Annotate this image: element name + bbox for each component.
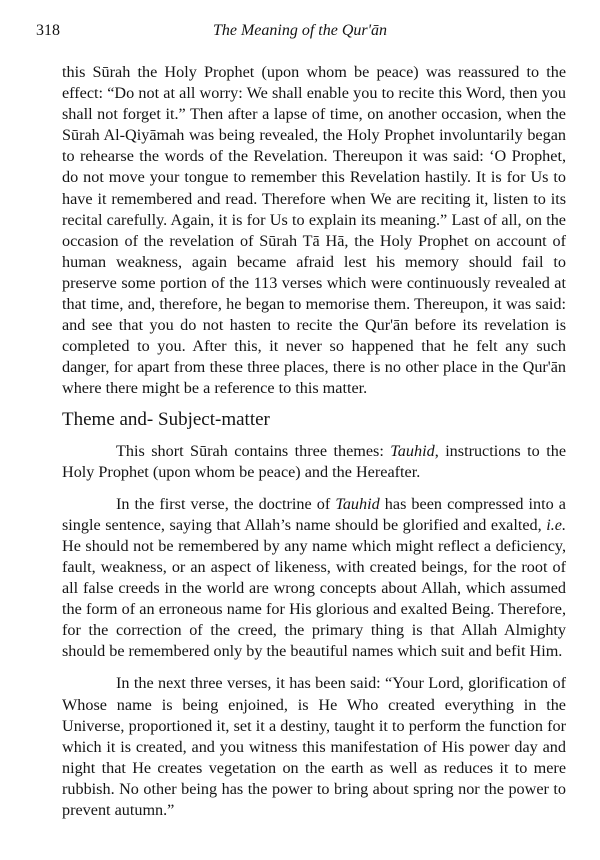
- paragraph-next-verses: In the next three verses, it has been said: “Your Lord, glorification of Whose name is being enjoined, is He Who created everything in the Universe, proportioned it, set it a destiny, taught it to perform the function for which it is created, and you witness this manifestation of His power day and night that He creates vegetation on the earth as well as reduces it to mere rubbish. No other being has the power to bring about spring nor the power to prevent autumn.”: [62, 674, 566, 819]
- text-span: This short Sūrah contains three themes:: [116, 441, 391, 460]
- paragraph-continuation: this Sūrah the Holy Prophet (upon whom be peace) was reassured to the effect: “Do not at all worry: We shall enable you to recite this Word, then you shall not forget it.” Then after a lapse of time, on another occasion, when the Sūrah Al-Qiyāmah was being revealed, the Holy Prophet involuntarily began to rehearse the words of the Revelation. Thereupon it was said: ‘O Prophet, do not move your tongue to remember this Revelation hastily. It is for Us to have it remembered and read. Therefore when We are reciting it, listen to its recital carefully. Again, it is for Us to explain its meaning.” Last of all, on the occasion of the revelation of Sūrah Tā Hā, the Holy Prophet on account of human weakness, again became afraid lest his memory should fail to preserve some portion of the 113 verses which were continuously revealed at that time, and, therefore, he began to memorise them. Thereupon, it was said: and see that you do not hasten to recite the Qur'ān before its revelation is completed to you. After this, it never so happened that he felt any such danger, for apart from these three places, there is no other place in the Qur'ān where there might be a reference to this matter.: [62, 63, 566, 398]
- text-span: In the first verse, the doctrine of: [116, 494, 336, 513]
- term-tauhid: Tauhid: [390, 441, 435, 460]
- page-number: 318: [36, 22, 60, 39]
- paragraph-themes: [62, 441, 566, 483]
- running-title: The Meaning of the Qur'ān: [212, 22, 388, 39]
- term-tauhid: Tauhid: [335, 494, 380, 513]
- text-span: has been compressed into a single sentence, saying that Allah’s name should be glorified and exalted,: [62, 494, 566, 534]
- paragraph-first-verse: [62, 494, 566, 663]
- page-header: [36, 22, 564, 46]
- text-span: , instructions to the Holy Prophet (upon whom be peace) and the Hereafter.: [62, 441, 566, 481]
- page-body: [62, 62, 566, 821]
- abbr-ie: i.e.: [546, 515, 566, 534]
- text-span: He should not be remembered by any name which might reflect a deficiency, fault, weakness, or an aspect of likeness, with created beings, for the root of all false creeds in the world are wrong concepts about Allah, which assumed the form of an erroneous name for His glorious and exalted Being. Therefore, for the correction of the creed, the primary thing is that Allah Almighty should be remembered only by the beautiful names which suit and befit Him.: [62, 536, 566, 661]
- section-heading: Theme and- Subject-matter: [62, 408, 270, 430]
